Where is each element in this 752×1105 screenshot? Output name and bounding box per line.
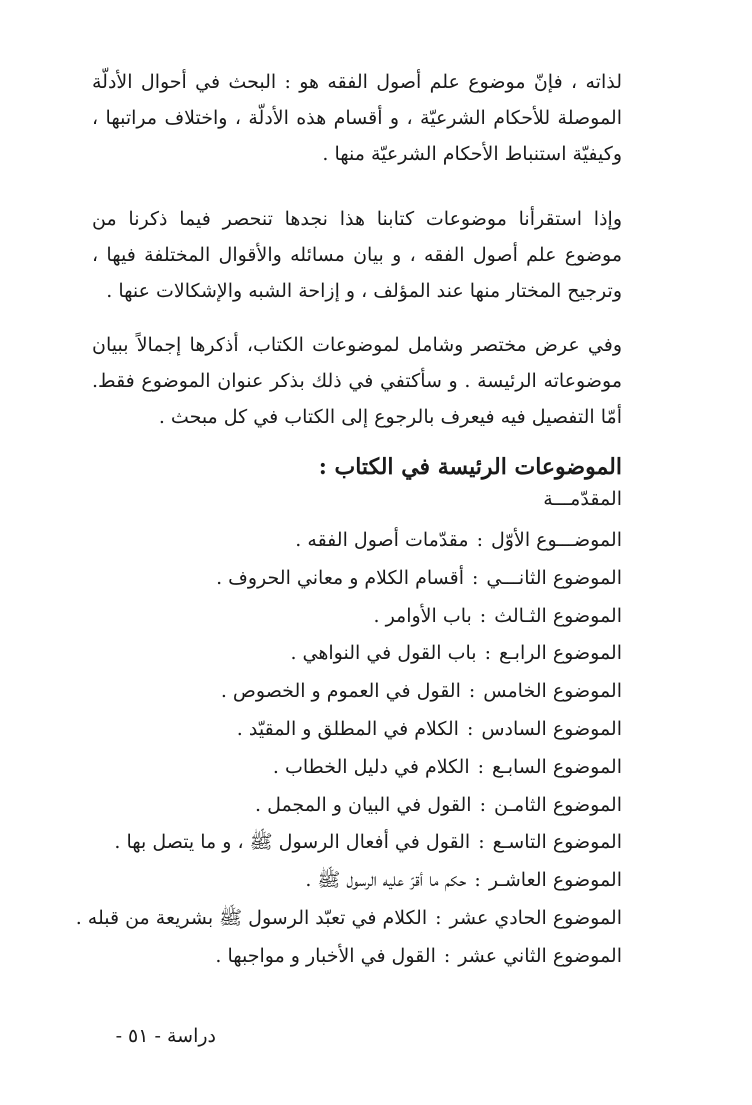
topic-title: الكلام في المطلق و المقيّد . (236, 717, 459, 740)
topic-title: أقسام الكلام و معاني الحروف . (216, 566, 464, 589)
topic-title: الكلام في تعبّد الرسول ﷺ بشريعة من قبله . (75, 906, 428, 929)
topic-number: الموضوع الثانـــي (486, 566, 622, 589)
topic-item (62, 598, 622, 636)
topic-separator: : (435, 906, 442, 929)
topic-item (62, 938, 622, 976)
topic-item (62, 560, 622, 598)
topic-item (62, 673, 622, 711)
topic-number: الموضوع الرابـع (499, 642, 622, 665)
paragraph-summary-intro: وفي عرض مختصر وشامل لموضوعات الكتاب، أذكرها إجمالاً ببيان موضوعاته الرئيسة . و سأكتفي في ذلك بذكر عنوان الموضوع فقط. أمّا التفصيل فيه فيعرف بالرجوع إلى الكتاب في كل مبحث . (92, 334, 622, 428)
paragraph-subject-of-usul: لذاته ، فإنّ موضوع علم أصول الفقه هو : البحث في أحوال الأدلّة الموصلة للأحكام الشرعيّة ، و أقسام هذه الأدلّة ، واختلاف مراتبها ، وكيفيّة استنباط الأحكام الشرعيّة منها . (92, 71, 622, 165)
paragraph-book-topics: وإذا استقرأنا موضوعات كتابنا هذا نجدها تنحصر فيما ذكرنا من موضوع علم أصول الفقه ، و بيان مسائله والأقوال المختلفة فيها ، وترجيح المختار منها عند المؤلف ، و إزاحة الشبه والإشكالات عنها . (92, 208, 622, 302)
topic-title: الكلام في دليل الخطاب . (272, 755, 470, 778)
topic-item (62, 862, 622, 900)
topic-separator: : (476, 529, 483, 551)
topic-number: الموضوع التاسـع (492, 831, 622, 854)
topic-number: الموضوع الثـالث (494, 604, 622, 627)
topic-title: القول في الأخبار و مواجبها . (215, 944, 436, 967)
topic-number: الموضوع العاشـر (488, 869, 622, 892)
topic-title: حكم ما أقرّ عليه الرسول ﷺ . (305, 869, 467, 892)
topic-separator: : (484, 642, 491, 665)
topic-separator: : (443, 944, 451, 967)
topic-item (62, 749, 622, 787)
topic-number: الموضوع الثامـن (494, 793, 622, 816)
topic-separator: : (468, 680, 476, 703)
topics-list (62, 522, 622, 976)
topic-separator: : (471, 566, 479, 589)
topic-item (62, 824, 622, 862)
topic-title: باب الأوامر . (373, 604, 472, 627)
topic-number: الموضوع السادس (481, 717, 622, 740)
topic-separator: : (477, 755, 485, 778)
topic-title: باب القول في النواهي . (290, 642, 477, 665)
topic-separator: : (466, 717, 474, 740)
introduction-label: المقدّمـــة (543, 488, 622, 510)
topic-item (62, 787, 622, 825)
topic-separator: : (478, 831, 485, 854)
topic-item (62, 711, 622, 749)
topic-separator: : (479, 604, 487, 627)
topic-number: الموضوع الخامس (483, 680, 622, 703)
page-footer: دراسة - ٥١ - (115, 1025, 216, 1047)
topic-separator: : (479, 793, 486, 816)
topic-title: القول في البيان و المجمل . (254, 793, 472, 816)
topic-title: القول في العموم و الخصوص . (220, 680, 461, 703)
topic-number: الموضوع الحادي عشر (449, 906, 622, 929)
topic-number: الموضـــوع الأوّل (491, 529, 622, 551)
topic-separator: : (474, 869, 481, 892)
topic-item (62, 900, 622, 938)
topic-item (62, 635, 622, 673)
topic-title: القول في أفعال الرسول ﷺ ، و ما يتصل بها . (114, 831, 471, 854)
topic-number: الموضوع الثاني عشر (458, 944, 622, 967)
topic-item (62, 522, 622, 560)
section-heading: الموضوعات الرئيسة في الكتاب : (318, 454, 622, 480)
topic-title: مقدّمات أصول الفقه . (295, 529, 469, 551)
topic-number: الموضوع السابـع (492, 755, 622, 778)
